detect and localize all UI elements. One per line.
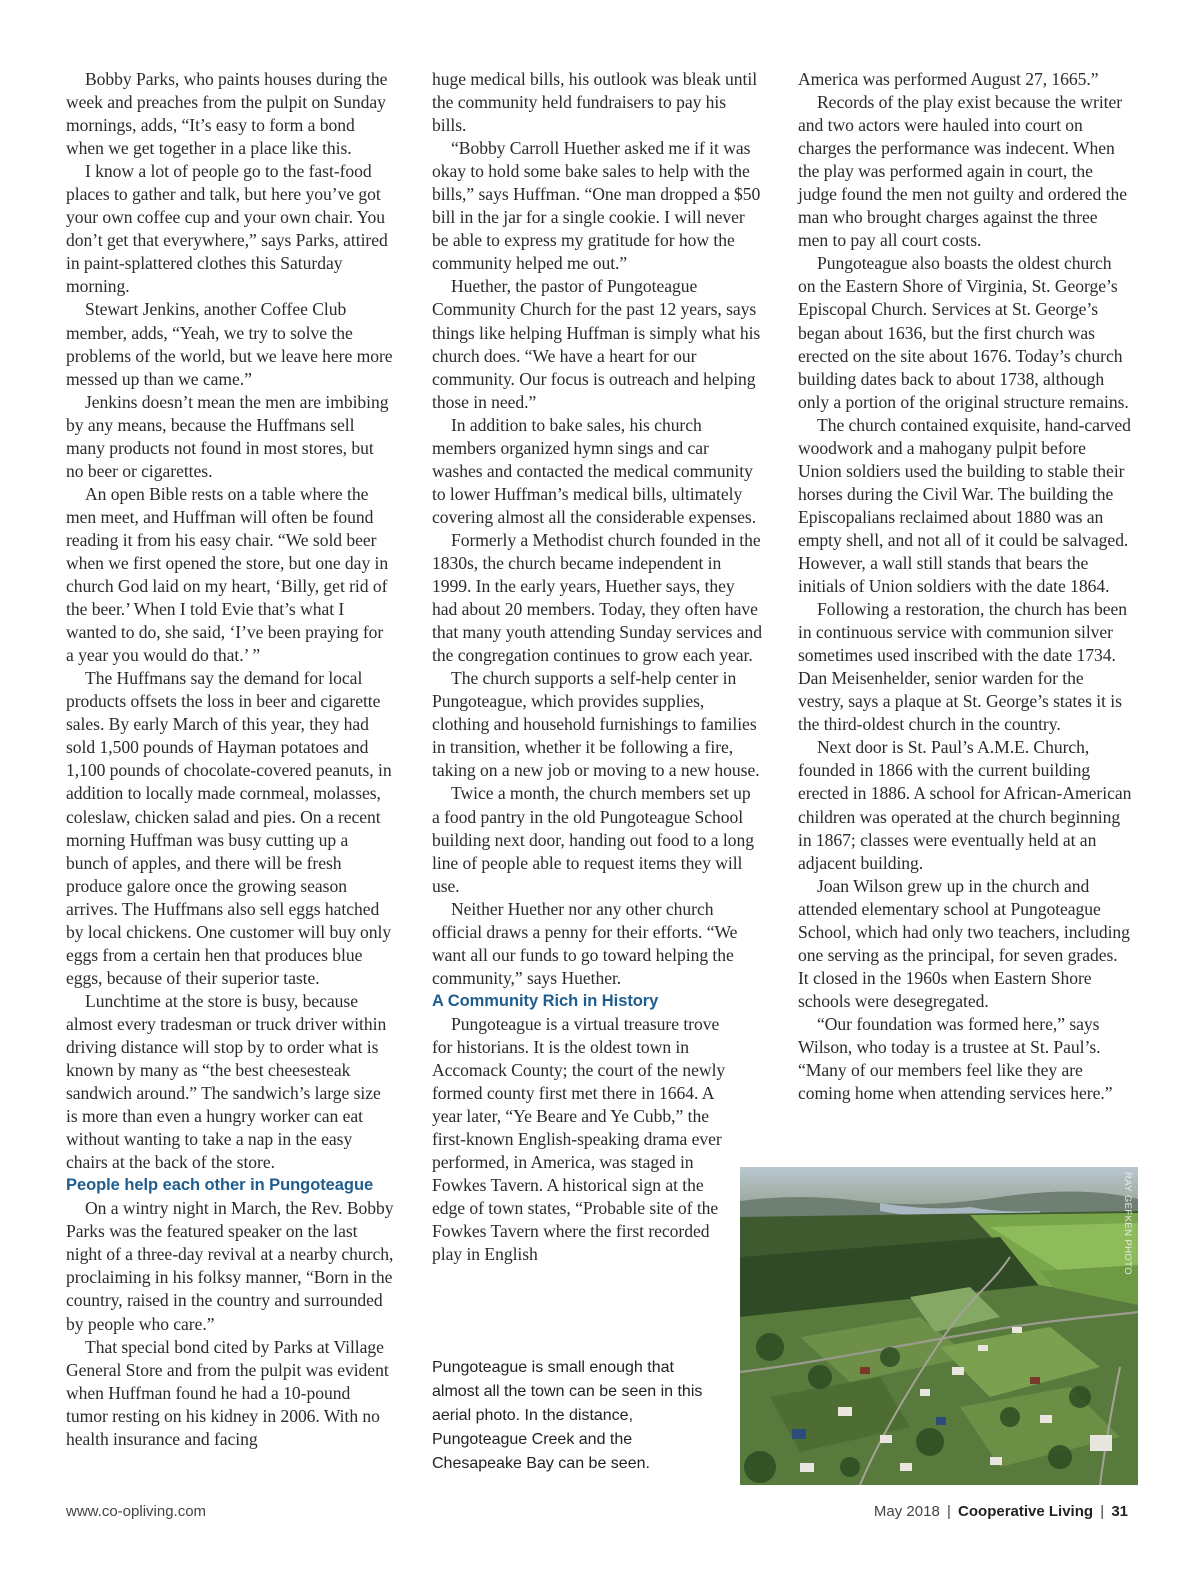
photo-caption: Pungoteague is small enough that almost all the town can be seen in this aerial photo. In the distance, Pungoteague Creek and the Chesapeake Bay can be seen. [432, 1359, 703, 1472]
footer-separator: | [946, 1503, 951, 1520]
footer-separator: | [1100, 1503, 1105, 1520]
paragraph: America was performed August 27, 1665.” [798, 69, 1099, 89]
paragraph: Formerly a Methodist church founded in the 1830s, the church became independent in 1999. In the early years, Huether says, they had about 20 members. Today, they often have that many youth attending Sunday services and the congregation continues to grow each year. [432, 529, 763, 666]
photo-credit: RAY GEFKEN PHOTO [1122, 1172, 1133, 1276]
section-heading: A Community Rich in History [432, 991, 659, 1010]
paragraph: Jenkins doesn’t mean the men are imbibing by any means, because the Huffmans sell many products not found in most stores, but no beer or cigarettes. [66, 391, 389, 481]
paragraph: The church supports a self-help center in Pungoteague, which provides supplies, clothing and household furnishings to families in transition, whether it be following a fire, taking on a new job or moving to a new house. [432, 668, 760, 781]
paragraph: Stewart Jenkins, another Coffee Club member, adds, “Yeah, we try to solve the problems of the world, but we leave here more messed up than we came.” [66, 299, 393, 389]
paragraph: The church contained exquisite, hand-carved woodwork and a mahogany pulpit before Union soldiers used the building to stable their horses during the Civil War. The building the Episcopalians reclaimed about 1880 was an empty shell, and not all of it could be salvaged. However, a wall still stands that bears the initials of Union soldiers with the date 1864. [798, 414, 1131, 597]
section-heading: People help each other in Pungoteague [66, 1176, 374, 1195]
paragraph: On a wintry night in March, the Rev. Bobby Parks was the featured speaker on the last night of a three-day revival at a nearby church, proclaiming in his folksy manner, “Born in the country, raised in the country and surrounded by people who care.” [66, 1198, 394, 1334]
paragraph: An open Bible rests on a table where the men meet, and Huffman will often be found reading it from his easy chair. “We sold beer when we first opened the store, but one day in church God laid on my heart, ‘Billy, get rid of the beer.’ When I told Evie that’s what I wanted to do, she said, ‘I’ve been praying for a year you would do that.’ ” [66, 483, 389, 666]
article-column-1 [66, 68, 394, 1451]
aerial-photo-image [740, 1167, 1138, 1485]
article-column-3 [798, 68, 1132, 1105]
paragraph: Bobby Parks, who paints houses during the week and preaches from the pulpit on Sunday mornings, adds, “It’s easy to form a bond when we get together in a place like this. [66, 69, 388, 159]
paragraph: Twice a month, the church members set up a food pantry in the old Pungoteague School building next door, handing out food to a long line of people able to request items they will use. [432, 783, 754, 896]
footer-info [874, 1503, 1128, 1520]
paragraph: Joan Wilson grew up in the church and attended elementary school at Pungoteague School, which had only two teachers, including one serving as the principal, for seven grades. It closed in the 1960s when Eastern Shore schools were desegregated. [798, 875, 1130, 1011]
article-column-2 [432, 68, 762, 1266]
paragraph: In addition to bake sales, his church members organized hymn sings and car washes and contacted the medical community to lower Huffman’s medical bills, ultimately covering almost all the considerable expenses. [432, 414, 757, 527]
paragraph: Following a restoration, the church has been in continuous service with communion silver sometimes used inscribed with the date 1734. Dan Meisenhelder, senior warden for the vestry, says a plaque at St. George’s states it is the third-oldest church in the country. [798, 599, 1128, 735]
magazine-name: Cooperative Living [958, 1503, 1094, 1520]
footer-url: www.co-opliving.com [66, 1503, 207, 1520]
paragraph: “Bobby Carroll Huether asked me if it was okay to hold some bake sales to help with the bills,” says Huffman. “One man dropped a $50 bill in the jar for a single cookie. I will never be able to express my gratitude for how the community helped me out.” [432, 138, 761, 274]
paragraph: “Our foundation was formed here,” says Wilson, who today is a trustee at St. Paul’s. “Many of our members feel like they are coming home when attending services here.” [798, 1013, 1113, 1104]
issue-date: May 2018 [873, 1503, 940, 1520]
paragraph: Records of the play exist because the writer and two actors were hauled into court on charges the performance was indecent. When the play was performed again in court, the judge found the men not guilty and ordered the man who brought charges against the three men to pay all court costs. [798, 92, 1127, 251]
paragraph: The Huffmans say the demand for local products offsets the loss in beer and cigarette sales. By early March of this year, they had sold 1,500 pounds of Hayman potatoes and 1,100 pounds of chocolate-covered peanuts, in addition to locally made cornmeal, molasses, coleslaw, chicken salad and pies. On a recent morning Huffman was busy cutting up a bunch of apples, and there will be fresh produce galore once the growing season arrives. The Huffmans also sell eggs hatched by local chickens. One customer will buy only eggs from a certain hen that produces blue eggs, because of their superior taste. [66, 668, 392, 988]
paragraph: huge medical bills, his outlook was bleak until the community held fundraisers to pay his bills. [432, 69, 758, 136]
paragraph: Neither Huether nor any other church official draws a penny for their efforts. “We want all our funds to go toward helping the community,” says Huether. [432, 898, 738, 988]
aerial-photo [740, 1167, 1138, 1485]
paragraph: Lunchtime at the store is busy, because almost every tradesman or truck driver within driving distance will stop by to order what is known by many as “the best cheesesteak sandwich around.” The sandwich’s large size is more than even a hungry worker can eat without wanting to take a nap in the easy chairs at the back of the store. [66, 990, 387, 1173]
page-number: 31 [1111, 1503, 1128, 1520]
paragraph: Next door is St. Paul’s A.M.E. Church, founded in 1866 with the current building erected in 1886. A school for African-American children was operated at the church beginning in 1867; classes were eventually held at an adjacent building. [798, 737, 1132, 873]
paragraph: That special bond cited by Parks at Village General Store and from the pulpit was evident when Huffman found he had a 10-pound tumor resting on his kidney in 2006. With no health insurance and facing [66, 1336, 389, 1449]
paragraph: Huether, the pastor of Pungoteague Community Church for the past 12 years, says things like helping Huffman is simply what his church does. “We have a heart for our community. Our focus is outreach and helping those in need.” [432, 276, 761, 412]
paragraph: I know a lot of people go to the fast-food places to gather and talk, but here you’ve got your own coffee cup and your own chair. You don’t get that everywhere,” says Parks, attired in paint-splattered clothes this Saturday morning. [66, 161, 388, 297]
paragraph: Pungoteague also boasts the oldest church on the Eastern Shore of Virginia, St. George’s Episcopal Church. Services at St. George’s began about 1636, but the first church was erected on the site about 1676. Today’s church building dates back to about 1738, although only a portion of the original structure remains. [798, 253, 1129, 412]
paragraph: Pungoteague is a virtual treasure trove for historians. It is the oldest town in Accomack County; the court of the newly formed county first met there in 1664. A year later, “Ye Beare and Ye Cubb,” the first-known English-speaking drama ever performed, in America, was staged in Fowkes Tavern. A historical sign at the edge of town states, “Probable site of the Fowkes Tavern where the first recorded play in English [432, 1013, 726, 1265]
